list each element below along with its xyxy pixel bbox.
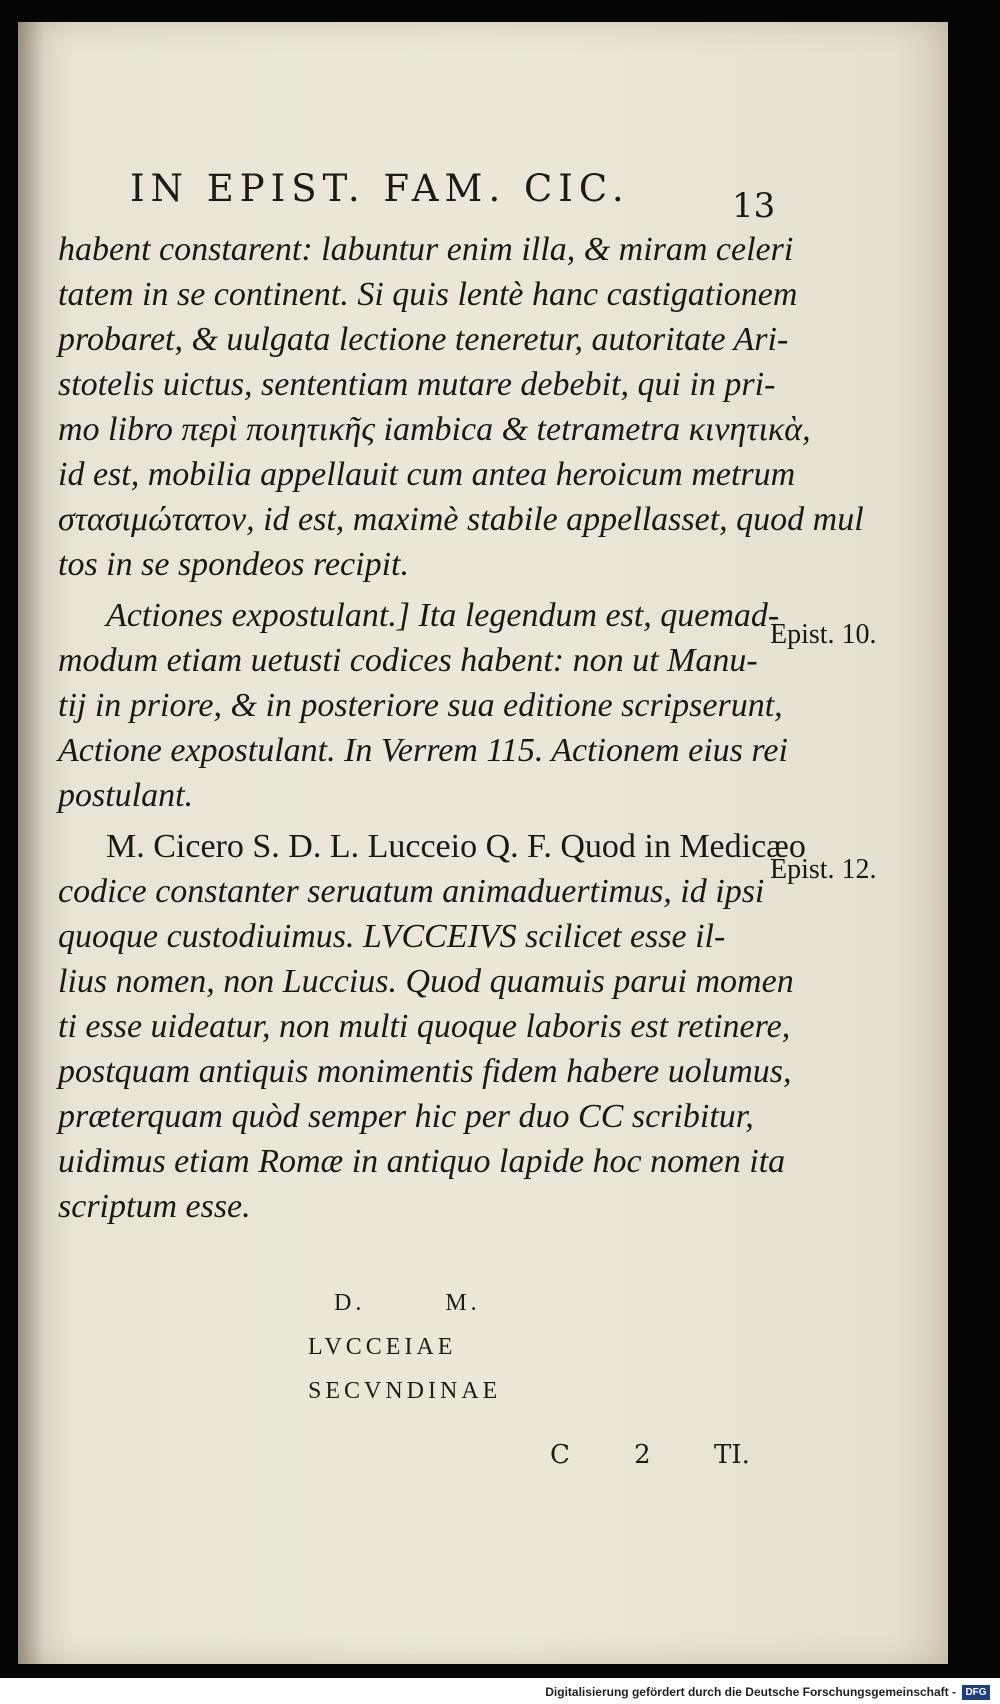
text-line: Actione expostulant. In Verrem 115. Actionem eius rei: [58, 732, 788, 769]
text-line: habent constarent: labuntur enim illa, & miram celeri: [58, 231, 794, 268]
text-line: præterquam quòd semper hic per duo CC scribitur,: [58, 1098, 754, 1135]
text-line: codice constanter seruatum animaduertimus, id ipsi: [58, 873, 765, 910]
inscription: [308, 1290, 568, 1422]
text-line: stotelis uictus, sententiam mutare debebit, qui in pri-: [58, 366, 776, 403]
text-line: scriptum esse.: [58, 1188, 251, 1225]
book-page: [18, 22, 948, 1664]
text-line: tij in priore, & in posteriore sua editione scripserunt,: [58, 687, 783, 724]
text-line: id est, mobilia appellauit cum antea heroicum metrum: [58, 456, 796, 493]
running-head: IN EPIST. FAM. CIC.: [130, 167, 630, 210]
footer-credit: Digitalisierung gefördert durch die Deutsche Forschungsgemeinschaft -: [545, 1685, 956, 1699]
text-line: postquam antiquis monimentis fidem habere uolumus,: [58, 1053, 792, 1090]
text-line: Actiones expostulant.] Ita legendum est, quemad-: [106, 597, 780, 634]
margin-note: Epist. 12.: [770, 854, 877, 885]
page-number: 13: [732, 186, 776, 226]
text-line: postulant.: [58, 777, 194, 814]
spine-shadow: [18, 22, 44, 1664]
inscription-d: D.: [334, 1290, 366, 1316]
text-line: M. Cicero S. D. L. Lucceio Q. F. Quod in Medicæo: [106, 828, 806, 865]
digitization-footer: [0, 1678, 1000, 1704]
signature-mark: C 2: [550, 1440, 679, 1470]
inscription-line: SECVNDINAE: [308, 1378, 502, 1404]
text-line: probaret, & uulgata lectione teneretur, autoritate Ari-: [58, 321, 789, 358]
text-line: uidimus etiam Romæ in antiquo lapide hoc nomen ita: [58, 1143, 786, 1180]
text-line: ti esse uideatur, non multi quoque laboris est retinere,: [58, 1008, 791, 1045]
catchword: TI.: [714, 1440, 750, 1470]
inscription-m: M.: [445, 1290, 481, 1316]
text-line: quoque custodiuimus. LVCCEIVS scilicet esse il-: [58, 918, 726, 955]
text-line: tatem in se continent. Si quis lentè hanc castigationem: [58, 276, 798, 313]
text-line: modum etiam uetusti codices habent: non ut Manu-: [58, 642, 758, 679]
inscription-dm-row: [308, 1290, 568, 1334]
text-line: mo libro περὶ ποιητικῆς iambica & tetrametra κινητικὰ,: [58, 411, 811, 448]
text-line: lius nomen, non Luccius. Quod quamuis parui momen: [58, 963, 794, 1000]
dfg-logo: DFG: [962, 1685, 990, 1700]
text-line: στασιμώτατον, id est, maximè stabile appellasset, quod mul: [58, 501, 864, 538]
inscription-line: LVCCEIAE: [308, 1334, 457, 1360]
margin-note: Epist. 10.: [770, 619, 877, 650]
text-line: tos in se spondeos recipit.: [58, 546, 409, 583]
